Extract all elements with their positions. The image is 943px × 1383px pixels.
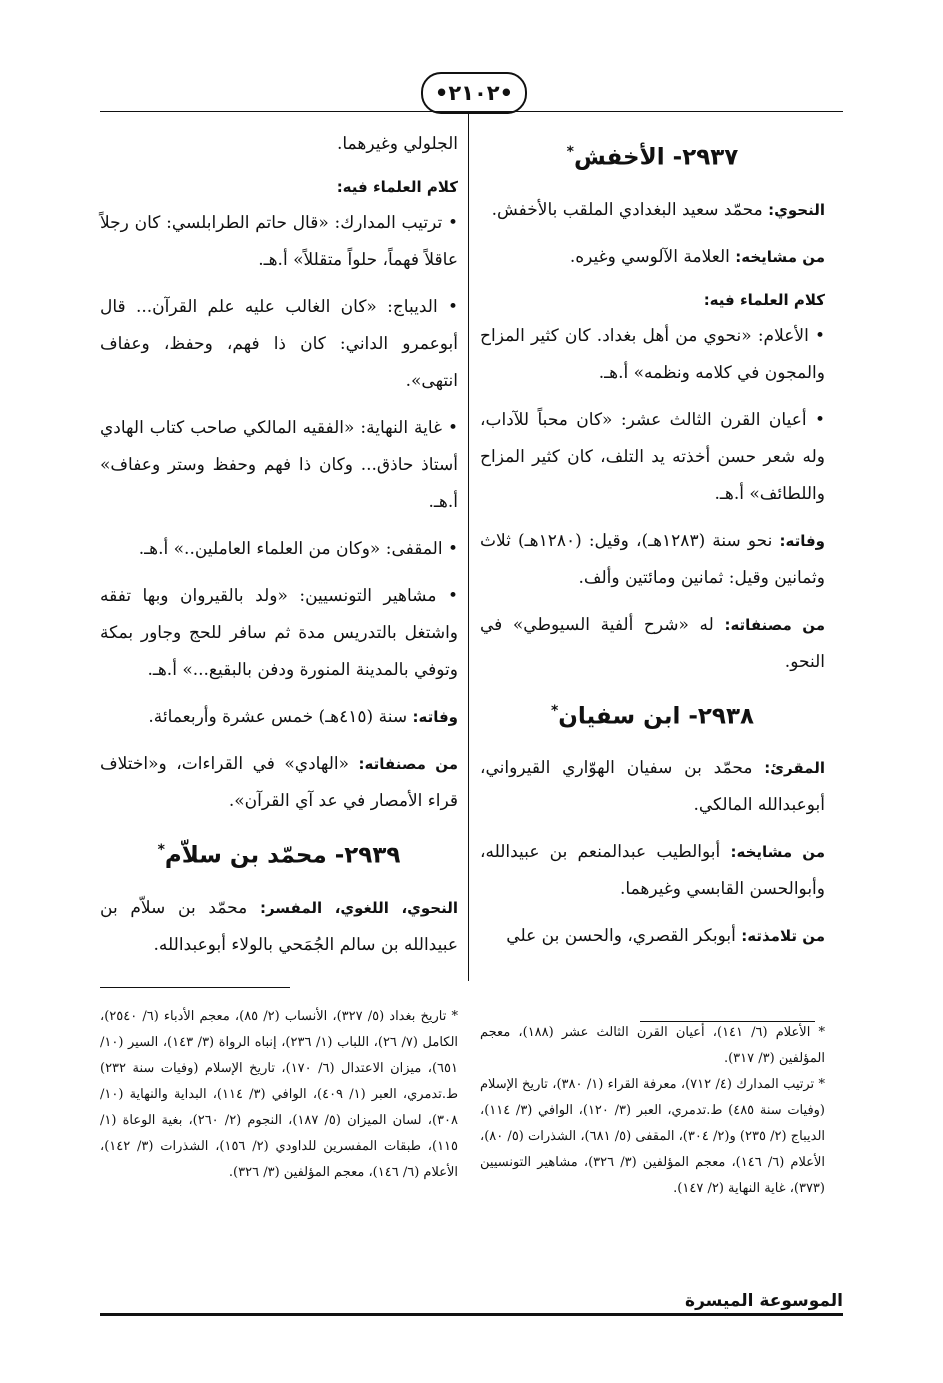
field-label: من مصنفاته: [724,615,826,634]
field-label: من مشايخه: [730,843,826,862]
paragraph: من مصنفاته: له «شرح ألفية السيوطي» في النحو. [480,614,826,672]
paragraph: المقرئ: محمّد بن سفيان الهوّاري القيرواني، أبوعبدالله المالكي. [480,758,825,816]
field-label: من تلامذته: [741,927,825,946]
left-column [100,126,458,974]
footnote-rule [100,987,290,988]
right-column [480,126,825,965]
field-label: النحوي: [768,200,825,219]
footnotes-left [100,1004,458,1186]
field-label: من مصنفاته: [358,755,459,773]
footnotes-right [480,1020,825,1202]
paragraph: الجلولي وغيرهما. [336,134,458,154]
footnote: * الأعلام (٦/ ١٤١)، أعيان القرن الثالث عشر (١٨٨)، معجم المؤلفين (٣/ ٣١٧). [480,1025,825,1066]
top-rule [100,111,843,112]
paragraph: وفاته: سنة (٤١٥هـ) خمس عشرة وأربعمائة. [148,707,458,727]
quote-item: • أعيان القرن الثالث عشر: «كان محباً للآداب، وله شعر حسن أخذته يد التلف، كان كثير المزاح واللطائف» أ.هـ. [480,402,825,513]
paragraph: من تلامذته: أبوبكر القصري، والحسن بن علي [506,926,825,947]
entry-title: ٢٩٣٧- الأخفش* [566,144,739,171]
paragraph: من مشايخه: العلامة الآلوسي وغيره. [569,246,825,267]
quote-item: • الديباج: «كان الغالب عليه علم القرآن... قال أبوعمرو الداني: كان ذا فهم، وحفظ، وعفاف انتهى». [100,289,458,400]
paragraph: النحوي: محمّد سعيد البغدادي الملقب بالأخفش. [491,199,825,220]
field-label: وفاته: [779,531,825,550]
section-heading: كلام العلماء فيه: [336,178,458,196]
section-heading: كلام العلماء فيه: [703,290,825,309]
quote-item: • المقفى: «وكان من العلماء العاملين..» أ.هـ. [100,531,458,568]
quote-item: • مشاهير التونسيين: «ولد بالقيروان وبها تفقه واشتغل بالتدريس مدة ثم سافر للحج وجاور بمكة وتوفي بالمدينة المنورة ودفن بالبقيع...» أ.هـ. [100,578,458,689]
paragraph: وفاته: نحو سنة (١٢٨٣هـ)، وقيل: (١٢٨٠هـ) ثلاث وثمانين وقيل: ثمانين ومائتين وألف. [480,530,825,588]
quote-item: • الأعلام: «نحوي من أهل بغداد. كان كثير المزاح والمجون في كلامه ونظمه» أ.هـ. [480,318,825,392]
footnote: * تاريخ بغداد (٥/ ٣٢٧)، الأنساب (٢/ ٨٥)، معجم الأدباء (٦/ ٢٥٤٠)، الكامل (٧/ ٢٦)، اللباب (١/ ٢٣٦)، إنباه الرواة (٣/ ١٤٣)، السير (١٠/ ٦٥١)، ميزان الاعتدال (٦/ ١٧٠)، تاريخ الإسلام (وفيات سنة ٢٣٢) ط.تدمري، العبر (١/ ٤٠٩)، الوافي (٣/ ١١٤)، البداية والنهاية (١٠/ ٣٠٨)، لسان الميزان (٥/ ١٨٧)، النجوم (٢/ ٢٦٠)، بغية الوعاة (١/ ١١٥)، طبقات المفسرين للداودي (٢/ ١٥٦)، الشذرات (٣/ ١٤٢)، الأعلام (٦/ ١٤٦)، معجم المؤلفين (٣/ ٣٢٦). [100,1009,459,1180]
entry-title: ٢٩٣٩- محمّد بن سلاّم* [157,842,401,869]
quote-item: • غاية النهاية: «الفقيه المالكي صاحب كتاب الهادي أستاذ حاذق... وكان ذا فهم وحفظ وستر وعفاف» أ.هـ. [100,410,458,521]
paragraph: من مصنفاته: «الهادي» في القراءات، و«اختلاف قراء الأمصار في عد آي القرآن». [100,754,459,811]
field-label: المقرئ: [764,759,825,778]
column-divider [468,111,469,981]
page-number: •٢١٠٢• [421,72,527,114]
field-label: من مشايخه: [735,247,825,266]
entry-title: ٢٩٣٨- ابن سفيان* [550,702,755,730]
paragraph: النحوي، اللغوي، المفسر: محمّد بن سلاّم بن عبيدالله بن سالم الجُمَحي بالولاء أبوعبدالله. [100,897,459,955]
field-label: وفاته: [412,708,458,726]
page-footer: الموسوعة الميسرة [100,1291,843,1316]
paragraph: من مشايخه: أبوالطيب عبدالمنعم بن عبيدالله، وأبوالحسن القابسي وغيرهما. [480,842,826,900]
footnote: * ترتيب المدارك (٤/ ٧١٢)، معرفة القراء (١/ ٣٨٠)، تاريخ الإسلام (وفيات سنة ٤٨٥) ط.تدمري، العبر (٣/ ١٢٠)، الوافي (٣/ ١١٤)، الديباج (٢/ ٢٣٥) و(٢/ ٣٠٤)، المقفى (٥/ ٦٨١)، الشذرات (٥/ ٨٠)، الأعلام (٦/ ١٤٦)، معجم المؤلفين (٣/ ٣٢٦)، مشاهير التونسيين (٣٧٣)، غاية النهاية (٢/ ١٤٧). [480,1077,826,1196]
field-label: النحوي، اللغوي، المفسر: [259,898,459,917]
quote-item: • ترتيب المدارك: «قال حاتم الطرابلسي: كان رجلاً عاقلاً فهماً، حلواً متقللاً» أ.هـ. [100,205,458,279]
